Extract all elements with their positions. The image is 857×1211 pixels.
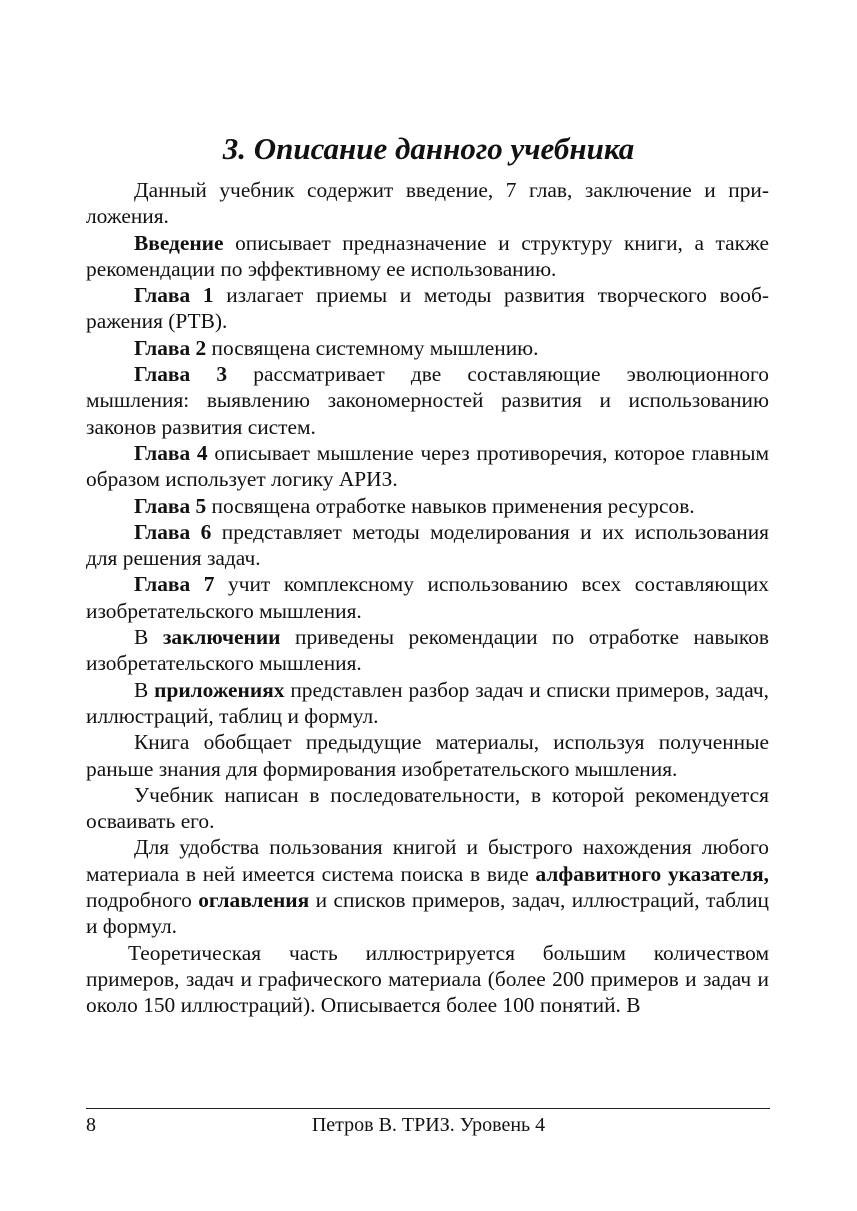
paragraph-lead: Глава 2	[134, 335, 207, 360]
paragraph-generalizes: Книга обобщает предыдущие материалы, используя полученные раньше знания для формирования изобретательского мышления.	[86, 730, 769, 781]
paragraph-text: и списков примеров, задач, иллюстраций, таблиц и формул.	[86, 888, 769, 939]
page-number: 8	[86, 1114, 96, 1136]
paragraph-theory: Теоретическая часть иллюстрируется большим количеством примеров, задач и графического материала (более 200 примеров и задач и около 150 иллюстраций). Описывается более 100 понятий. В	[86, 940, 769, 1018]
paragraph-appendices	[86, 677, 769, 730]
page-title: 3. Описание данного учебника	[222, 131, 635, 166]
paragraph-prefix: В	[134, 677, 155, 702]
paragraph-lead: приложениях	[154, 677, 285, 702]
paragraph-text: посвящена системному мышлению.	[206, 335, 539, 360]
paragraph-lead: Введение	[134, 230, 224, 255]
paragraph-text: описывает предназначение и структуру книги, а также рекомендации по эффективному ее использованию.	[86, 230, 769, 281]
paragraph-text: представлен разбор задач и списки примеров, задач, иллюстраций, таблиц и формул.	[86, 677, 769, 728]
paragraph-chapter-3	[86, 361, 769, 440]
paragraph-prefix: В	[134, 625, 163, 650]
paragraph-text: описывает мышление через противоречия, которое главным образом использует логику АРИЗ.	[86, 440, 769, 492]
paragraph-lead: Глава 4	[134, 440, 208, 465]
paragraph-text: рассматривает две составляющие эволюционного мышления: выявлению закономерностей развития и использованию законов развития систем.	[86, 362, 769, 439]
paragraph-lead: заключении	[162, 625, 281, 650]
paragraph-text: Данный учебник содержит введение, 7 глав, заключение и приложения.	[86, 178, 769, 229]
alphabetical-index-term: алфавитного указателя,	[535, 861, 770, 886]
paragraph-text: посвящена отработке навыков применения ресурсов.	[206, 493, 695, 518]
paragraph-lead: Глава 6	[134, 519, 212, 544]
paragraph-text: учит комплексному использованию всех составляющих изобретательского мышления.	[86, 572, 769, 623]
table-of-contents-term: оглавления	[198, 888, 310, 913]
paragraph-chapter-2	[86, 335, 769, 361]
paragraph-lead: Глава 7	[134, 572, 215, 597]
paragraph-intro	[86, 177, 769, 230]
paragraph-conclusion	[86, 624, 769, 677]
paragraph-text: подробного	[86, 888, 199, 913]
paragraph-introduction	[86, 230, 769, 283]
paragraph-chapter-4	[86, 440, 769, 493]
body-text	[86, 177, 769, 1019]
paragraph-chapter-7	[86, 571, 769, 624]
paragraph-lead: Глава 5	[134, 493, 207, 518]
paragraph-text: излагает приемы и методы развития творческого воображения (РТВ).	[86, 283, 769, 334]
paragraph-navigation	[86, 834, 769, 939]
paragraph-text: Для удобства пользования книгой и быстрого нахождения любого материала в ней имеется система поиска в виде	[86, 835, 769, 886]
paragraph-chapter-6	[86, 519, 769, 572]
paragraph-sequence: Учебник написан в последовательности, в которой рекомендуется осваивать его.	[86, 782, 769, 834]
running-title: Петров В. ТРИЗ. Уровень 4	[311, 1114, 546, 1136]
paragraph-text: приведены рекомендации по отработке навыков изобретательского мышления.	[86, 625, 769, 676]
paragraph-chapter-1	[86, 282, 769, 335]
footer-divider	[86, 1108, 770, 1109]
paragraph-text: представляет методы моделирования и их использования для решения задач.	[86, 519, 769, 571]
paragraph-chapter-5	[86, 493, 769, 519]
paragraph-lead: Глава 1	[134, 283, 214, 308]
paragraph-lead: Глава 3	[134, 362, 228, 387]
